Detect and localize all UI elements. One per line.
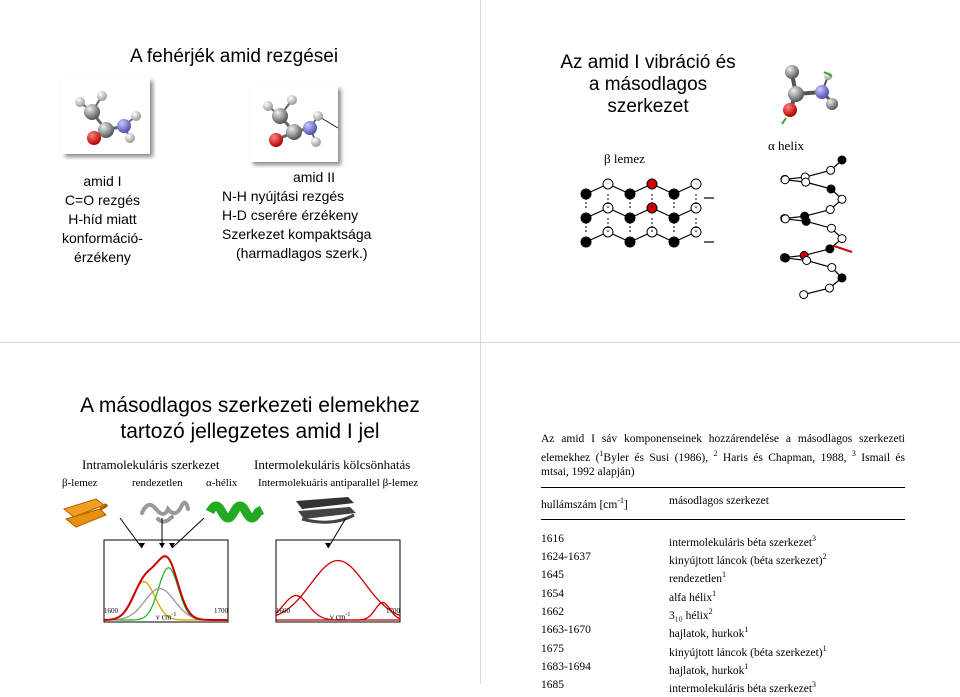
pointer-line — [172, 518, 204, 548]
structure-text: rendezetlen — [669, 573, 722, 586]
reference-sup: 1 — [712, 588, 717, 598]
spec1-axis-right: 1700 — [214, 607, 228, 615]
reference-sup: 1 — [822, 643, 827, 653]
structure-text: hajlatok, hurkok — [669, 664, 745, 677]
caption-part: Az amid I sáv komponenseinek hozzárendelése a másodlagos szerkezeti elemekhez ( — [541, 433, 905, 464]
table-caption — [541, 432, 905, 479]
helix-atom — [838, 235, 846, 243]
alpha-helix-image — [764, 150, 860, 300]
amide-vibration-image — [772, 62, 842, 132]
spec1-axis-left: 1600 — [104, 607, 118, 615]
spec2-axis-sup: -1 — [345, 612, 351, 618]
table-row — [541, 642, 905, 660]
table-row — [541, 660, 905, 678]
slide3-title — [40, 393, 460, 445]
table-row — [541, 532, 905, 550]
beta-atom — [603, 179, 613, 189]
reference-sup: 1 — [744, 661, 749, 671]
reference-sup: 2 — [822, 551, 827, 561]
cell-structure — [669, 568, 905, 586]
amid-2-description — [222, 168, 371, 263]
spec2-axis-label: ν cm — [330, 612, 346, 622]
slide2-title — [528, 52, 768, 118]
structure-text: kinyújtott láncok (béta szerkezet) — [669, 646, 823, 659]
cell-wavenumber: 1685 — [541, 679, 564, 692]
cell-structure — [669, 587, 905, 605]
spec1-axis-sup: -1 — [171, 612, 177, 618]
table-row — [541, 605, 905, 623]
caption-sup: 2 — [713, 448, 718, 458]
col1-header-text: hullámszám [cm — [541, 499, 618, 512]
spec2-axis-right: 1700 — [386, 607, 400, 615]
cell-wavenumber: 1663-1670 — [541, 624, 591, 637]
amide-molecule-image-1 — [58, 74, 156, 160]
spectrum-component — [276, 561, 400, 616]
slide2-title-line: a másodlagos — [588, 74, 708, 95]
table-row — [541, 623, 905, 641]
slide3-title-line: A másodlagos szerkezeti elemekhez — [80, 394, 420, 417]
caption-part: Haris és Chapman, 1988, — [717, 451, 852, 464]
col-header-structure: másodlagos szerkezet — [669, 495, 769, 508]
table-row — [541, 568, 905, 586]
caption-sup: 1 — [599, 448, 604, 458]
beta-sheet-image — [578, 168, 718, 268]
helix-atom — [802, 217, 810, 225]
table-row — [541, 587, 905, 605]
cell-structure — [669, 660, 905, 678]
amid2-line: amid II — [292, 169, 335, 185]
alpha-helix-label: α helix — [768, 138, 805, 153]
beta-strand — [586, 232, 696, 242]
reference-sup: 1 — [744, 625, 749, 635]
amid2-line: (harmadlagos szerk.) — [236, 245, 368, 261]
pointer-arrowhead — [325, 543, 331, 548]
helix-atom — [838, 274, 846, 282]
amid2-line: H-D cserére érzékeny — [222, 207, 359, 223]
cell-wavenumber: 1645 — [541, 569, 564, 582]
amid1-line: amid I — [83, 173, 122, 189]
beta-sheet-label: β lemez — [604, 151, 645, 166]
spectrum-total — [104, 556, 228, 620]
cell-wavenumber: 1654 — [541, 587, 564, 600]
cell-wavenumber: 1616 — [541, 532, 564, 545]
amid2-line: N-H nyújtási rezgés — [222, 188, 345, 204]
caption-part: Byler és Susi (1986), — [603, 451, 714, 464]
col-header-wavenumber — [541, 494, 669, 512]
structure-text: intermolekuláris béta szerkezet — [669, 683, 813, 696]
pointer-line — [120, 518, 142, 548]
cell-structure — [669, 678, 905, 696]
table-row — [541, 550, 905, 568]
random-coil-sublabel: rendezetlen — [132, 477, 183, 489]
pointer-line — [328, 518, 346, 548]
cell-structure — [669, 605, 905, 623]
reference-sup: 2 — [708, 606, 713, 616]
spec2-axis-title — [330, 612, 350, 622]
slide2-title-line: Az amid I vibráció és — [560, 52, 736, 73]
helix-atom — [838, 195, 846, 203]
structure-text: alfa hélix — [669, 591, 713, 604]
beta-atom — [581, 237, 591, 247]
slide3-title-line: tartozó jellegzetes amid I jel — [120, 420, 380, 443]
spec2-axis-left: 1600 — [276, 607, 290, 615]
helix-atom — [803, 256, 811, 264]
amide-molecule-image-2 — [246, 82, 346, 168]
helix-atom — [827, 166, 835, 174]
spec1-axis-label: ν cm — [156, 612, 172, 622]
cell-structure — [669, 550, 905, 568]
helix-atom — [781, 176, 789, 184]
cell-structure — [669, 532, 905, 550]
helix-atom — [825, 284, 833, 292]
pointer-arrowhead — [159, 543, 165, 548]
horizontal-divider — [0, 342, 960, 343]
amid1-line: érzékeny — [74, 249, 131, 265]
helix-atom — [828, 263, 836, 271]
cell-structure — [669, 642, 905, 660]
amid1-line: C=O rezgés — [64, 192, 140, 208]
helix-atom — [826, 206, 834, 214]
structure-text: hajlatok, hurkok — [669, 628, 745, 641]
slide2-title-line: szerkezet — [607, 96, 689, 117]
col1-header-sup: -1 — [617, 496, 624, 506]
beta-atom — [669, 237, 679, 247]
amid2-line: Szerkezet kompaktsága — [222, 226, 372, 242]
col1-header-end: ] — [624, 499, 628, 512]
cell-wavenumber: 1624-1637 — [541, 550, 591, 563]
cell-wavenumber: 1662 — [541, 605, 564, 618]
slide1-title: A fehérjék amid rezgései — [130, 46, 339, 67]
reference-sup: 3 — [812, 533, 817, 543]
amid1-line: konformáció- — [62, 230, 143, 246]
cell-structure — [669, 623, 905, 641]
reference-sup: 3 — [812, 680, 817, 690]
alpha-helix-sublabel: α-hélix — [206, 477, 238, 489]
intermolecular-label: Intermolekuláris kölcsönhatás — [254, 457, 411, 472]
helix-atom — [827, 224, 835, 232]
helix-atom — [781, 215, 789, 223]
amid1-line: H-híd miatt — [68, 211, 137, 227]
caption-sup: 3 — [851, 448, 856, 458]
table-header — [541, 487, 905, 519]
beta-strand — [586, 208, 696, 218]
cell-wavenumber: 1683-1694 — [541, 660, 591, 673]
cell-wavenumber: 1675 — [541, 642, 564, 655]
beta-strand — [586, 184, 696, 194]
assignment-table-block — [541, 432, 905, 697]
structure-text: kinyújtott láncok (béta szerkezet) — [669, 554, 823, 567]
beta-atom — [691, 179, 701, 189]
helix-atom — [802, 178, 810, 186]
helix-atom — [827, 185, 835, 193]
structure-text: intermolekuláris béta szerkezet — [669, 536, 813, 549]
helix-atom — [838, 156, 846, 164]
helix-atom — [800, 291, 808, 299]
beta-atom — [647, 179, 657, 189]
helix-atom — [782, 254, 790, 262]
amid-1-description — [62, 172, 143, 267]
beta-sheet-sublabel: β-lemez — [62, 477, 98, 489]
reference-sup: 1 — [722, 570, 726, 580]
intramolecular-label: Intramolekuláris szerkezet — [82, 457, 220, 472]
helix-highlight-bond — [834, 246, 852, 252]
caption-part: Ismail és mtsai, 1992 alapján) — [541, 451, 905, 478]
helix-atom — [826, 245, 834, 253]
beta-atom — [625, 237, 635, 247]
table-body — [541, 532, 905, 697]
structure-text: 3₁₀ hélix — [669, 609, 709, 622]
intermolecular-beta-sublabel: Intermolekuáris antiparallel β-lemez — [258, 477, 419, 489]
spec1-axis-title — [156, 612, 176, 622]
table-row — [541, 678, 905, 696]
